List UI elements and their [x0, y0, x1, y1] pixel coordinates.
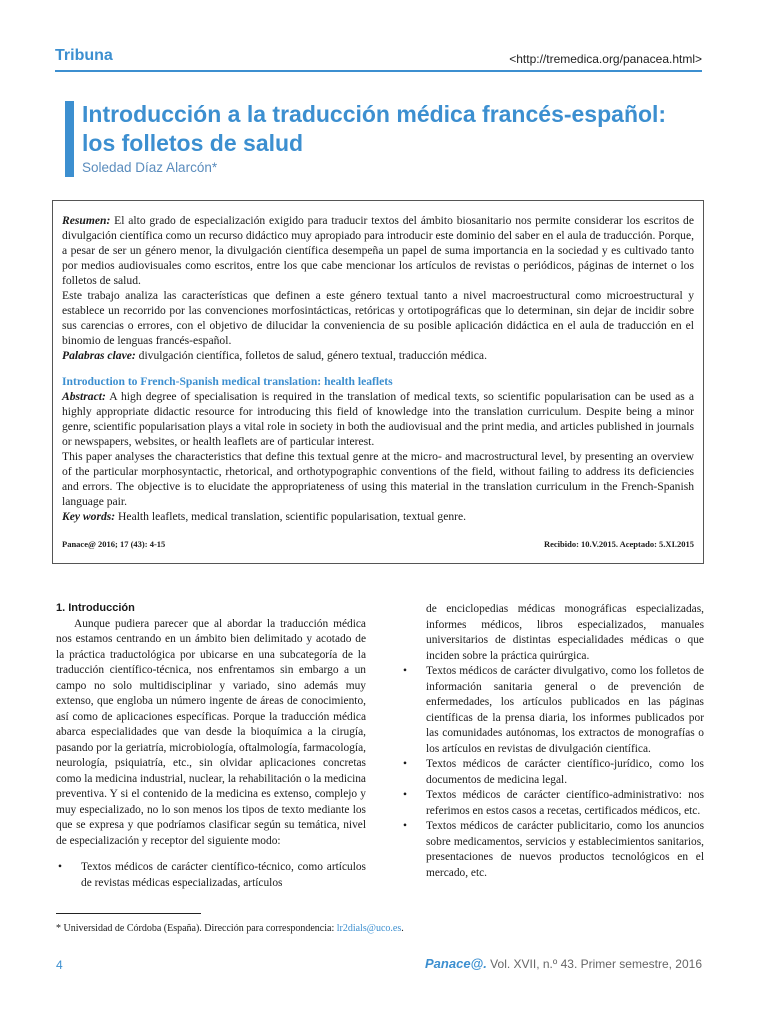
left-column — [56, 601, 366, 891]
citation: Panace@ 2016; 17 (43): 4-15 — [62, 539, 166, 549]
received-accepted-dates: Recibido: 10.V.2015. Aceptado: 5.XI.2015 — [543, 539, 694, 549]
list-item: • Textos médicos de carácter divulgativo, como los folletos de información sanitaria general o de prevención de enfermedades, los artículos publicados en las páginas científicas de la prensa diaria, los informes publicados por las comunidades autónomas, los extractos de monografías o los artículos en revistas de divulgación científica. — [401, 664, 704, 757]
article-title — [82, 100, 702, 158]
footnote-email-link[interactable]: lr2dials@uco.es — [336, 923, 402, 934]
page-number: 4 — [56, 958, 63, 972]
abstract-text-1: A high degree of specialisation is required in the translation of medical texts, so scientific popularisation can be used as a highly appropriate didactic resource for introducing this field of knowledge into the translation curriculum. Despite being a minor genre, scientific popularisation plays a vital role in society in both the audiovisual and the print media, and articles published in journals or newspapers, websites, or health leaflets are of particular interest. — [62, 390, 695, 448]
intro-paragraph: Aunque pudiera parecer que al abordar la traducción médica nos estamos centrando en un ámbito bien delimitado y acotado de la práctica traductológica por ubicarse en una subcategoría de la traducción científico-técnica, nos enfrentamos sin embargo a un campo no solo multidisciplinar y variado, sino además muy extenso, que engloba un número ingente de áreas de conocimiento, así como de aplicaciones específicas. Porque la traducción médica abarca especialidades que van desde la bioquímica a la cirugía, pasando por la geriatría, microbiología, oftalmología, farmacología, neurología, psiquiatría, etc., sin olvidar aplicaciones concretas como la medicina industrial, nuclear, la rehabilitación o la medicina preventiva. Y si el contenido de la medicina es extenso, complejo y muy especializado, no lo son menos los tipos de texto mediante los que se expresa y que podríamos clasificar según su temática, nivel de especialización y receptor del siguiente modo: — [56, 617, 366, 847]
abstract-box — [52, 200, 704, 564]
title-accent-bar — [65, 101, 74, 177]
header-divider — [55, 70, 702, 72]
issue-info: Vol. XVII, n.º 43. Primer semestre, 2016 — [486, 957, 702, 971]
text-type-list-right — [401, 664, 704, 881]
resumen-paragraph-2: Este trabajo analiza las características que definen a este género textual tanto a nivel macroestructural como microestructural y establece un recorrido por las convenciones morfosintácticas, retóricas y ortotipográficas que lo determinan, sin dejar de incidir sobre sus carencias o errores, con el objetivo de dilucidar la conveniencia de su posible aplicación didáctica en el aula de traducción en el binomio de lenguas francés-español. — [62, 289, 694, 347]
keywords-label: Key words: — [62, 510, 116, 523]
section-heading: 1. Introducción — [56, 602, 135, 614]
resumen-text-1: El alto grado de especialización exigido para traducir textos del ámbito biosanitario nos permite considerar los escritos de divulgación científica como un recurso didáctico muy apropiado para introducir este dominio del saber en el aula de traducción. Porque, a pesar de ser un género menor, la divulgación científica desempeña un papel de suma importancia en la sociedad y es cultivado tanto por medios audiovisuales como escritos, entre los que cabe mencionar los artículos de revistas o periódicos, páginas de internet o los folletos de salud. — [62, 214, 694, 287]
journal-url[interactable]: <http://tremedica.org/panacea.html> — [509, 52, 702, 66]
list-item: • Textos médicos de carácter científico-técnico, como artículos de revistas médicas especializadas, artículos — [56, 860, 366, 891]
footnote-text: * Universidad de Córdoba (España). Dirección para correspondencia: — [56, 923, 337, 934]
footnote-end: . — [401, 923, 404, 934]
abstract-paragraph-2: This paper analyses the characteristics that define this textual genre at the micro- and macrostructural level, by presenting an overview of the particular morphosyntactic, rhetorical, and orthotypographic conventions of the field, without failing to address its deficiencies and errors. The objective is to elucidate the appropriateness of using this material in the translation curriculum in the French-Spanish language pair. — [62, 450, 694, 508]
english-title: Introduction to French-Spanish medical translation: health leaflets — [62, 375, 393, 388]
journal-name: Panace@. — [425, 956, 487, 971]
list-item-continuation: de enciclopedias médicas monográficas especializadas, informes médicos, libros especializados, manuales universitarios de distintas especialidades médicas o que inciden sobre la práctica quirúrgica. — [426, 603, 704, 662]
right-column — [401, 602, 704, 881]
abstract-paragraph-1 — [62, 389, 694, 449]
list-item: • Textos médicos de carácter científico-administrativo: nos referimos en estos casos a recetas, certificados médicos, etc. — [401, 788, 704, 819]
resumen-paragraph-1 — [62, 213, 694, 288]
citation-row — [62, 537, 694, 552]
keywords-text: Health leaflets, medical translation, scientific popularisation, textual genre. — [118, 510, 467, 523]
list-item: • Textos médicos de carácter científico-jurídico, como los documentos de medicina legal. — [401, 757, 704, 788]
palabras-label: Palabras clave: — [62, 349, 136, 362]
list-item: • Textos médicos de carácter publicitario, como los anuncios sobre medicamentos, servicios y establecimientos sanitarios, presentaciones de nuevos productos tecnológicos en el mercado, etc. — [401, 819, 704, 881]
abstract-label: Abstract: — [62, 390, 106, 403]
title-line-1: Introducción a la traducción médica francés-español: — [82, 101, 667, 127]
section-label: Tribuna — [55, 47, 113, 64]
footnote — [56, 923, 404, 934]
palabras-clave — [62, 348, 694, 363]
footnote-rule — [56, 913, 201, 914]
key-words — [62, 509, 694, 524]
journal-footer — [425, 956, 702, 971]
author-name: Soledad Díaz Alarcón* — [82, 160, 218, 175]
resumen-label: Resumen: — [62, 214, 111, 227]
text-type-list-left — [56, 860, 366, 891]
title-line-2: los folletos de salud — [82, 130, 304, 156]
palabras-text: divulgación científica, folletos de salud, género textual, traducción médica. — [138, 349, 487, 362]
